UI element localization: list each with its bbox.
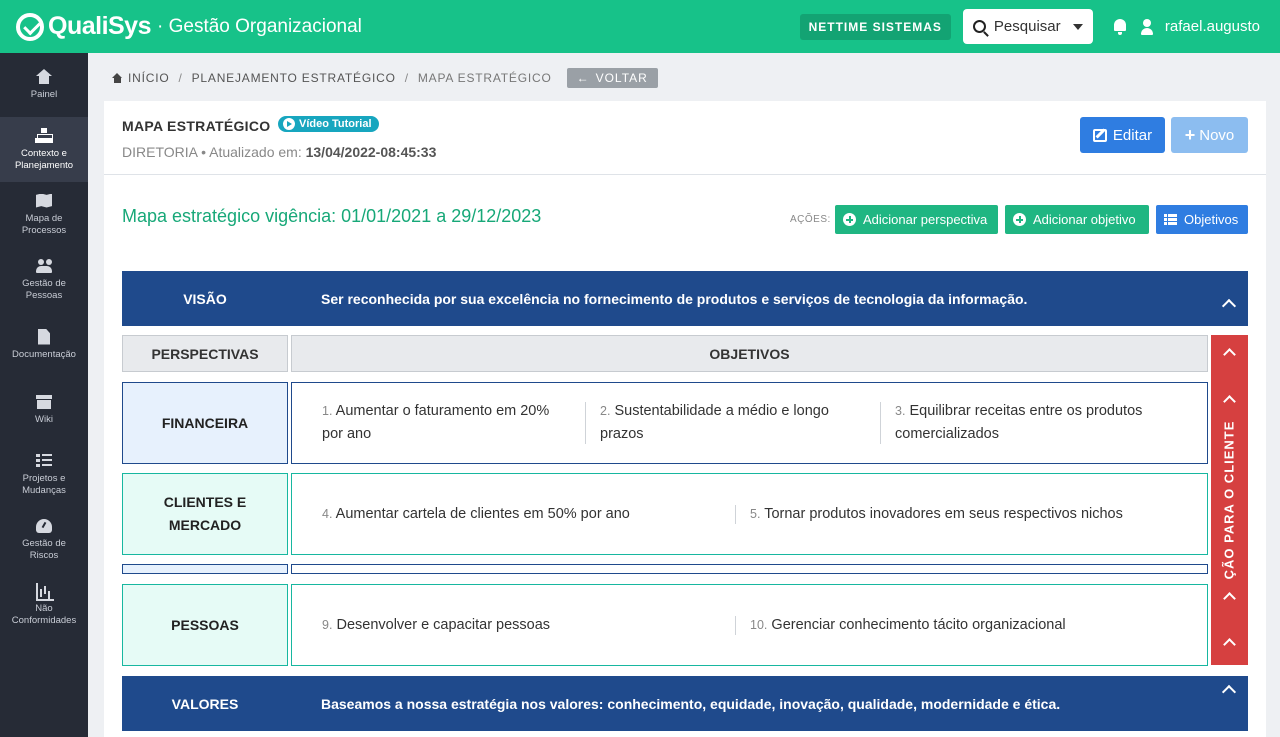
map-title: Mapa estratégico vigência: 01/01/2021 a 29/12/2023 [122,206,542,226]
edit-button[interactable] [1080,117,1165,153]
chevron-up-icon[interactable] [1223,638,1236,651]
home-icon [35,69,53,85]
breadcrumb-home[interactable]: INÍCIO [128,71,170,85]
objectives-label: Objetivos [1184,212,1239,227]
breadcrumb-planejamento[interactable]: PLANEJAMENTO ESTRATÉGICO [191,71,396,85]
sidebar-item-wiki[interactable] [0,377,88,442]
sidebar-item-nao-conformidades[interactable] [0,572,88,637]
list-icon [1164,214,1177,225]
edit-icon [1093,129,1107,142]
add-objective-button[interactable] [1005,205,1149,234]
users-icon [35,258,53,274]
objective-number: 5. [750,506,761,521]
sidebar-item-gestao-pessoas[interactable] [0,247,88,312]
qualisys-logo-icon [16,13,44,41]
objectives-row-financeira [291,382,1208,464]
breadcrumb-separator: / [404,71,409,85]
objectives-header [291,335,1208,372]
plus-circle-icon [1013,213,1026,226]
map-icon [35,193,53,209]
plus-circle-icon [843,213,856,226]
plus-icon: + [1184,125,1196,145]
values-label: VALORES [171,695,239,712]
chevron-up-icon[interactable] [1223,395,1236,408]
edit-label: Editar [1112,126,1153,144]
search-label: Pesquisar [993,18,1061,35]
breadcrumb [112,68,658,88]
new-button[interactable] [1171,117,1248,153]
objective-text: Equilibrar receitas entre os produtos comercializados [895,403,1143,442]
sidebar-item-label: Mapa de Processos [21,212,67,236]
sidebar-item-label: Gestão de Riscos [22,537,66,561]
sidebar-item-label: Painel [30,89,58,100]
vision-text: Ser reconhecida por sua excelência no fornecimento de produtos e serviços de tecnologia da informação. [321,290,1028,307]
customer-value-band [1211,335,1248,665]
objective-text: Aumentar cartela de clientes em 50% por ano [335,505,630,522]
objectives-header-label: OBJETIVOS [709,345,790,362]
values-band [122,676,1248,731]
objective-item[interactable] [735,614,1195,637]
objective-item[interactable] [292,614,735,637]
objective-item[interactable] [585,400,880,446]
objective-text: Sustentabilidade a médio e longo prazos [600,403,829,442]
perspective-pessoas[interactable] [122,584,288,666]
sidebar-item-label: Não Conformidades [11,602,77,626]
chevron-up-icon[interactable] [1223,348,1236,361]
sidebar-item-contexto-planejamento[interactable] [0,117,88,182]
perspective-label: FINANCEIRA [161,414,249,431]
vision-label: VISÃO [183,290,227,307]
sidebar-item-gestao-riscos[interactable] [0,507,88,572]
add-objective-label: Adicionar objetivo [1033,212,1136,227]
add-perspective-button[interactable] [835,205,998,234]
objective-item[interactable] [292,400,585,446]
sidebar-item-label: Wiki [35,413,53,425]
bell-icon[interactable] [1113,19,1127,35]
sitemap-icon [35,128,53,144]
objective-item[interactable] [880,400,1185,446]
perspective-label: PESSOAS [171,616,239,633]
search-dropdown[interactable] [963,9,1093,44]
sidebar [0,53,88,737]
vision-band [122,271,1248,326]
new-label: Novo [1199,126,1235,144]
brand[interactable] [16,12,362,41]
chevron-up-icon[interactable] [1222,685,1236,699]
file-icon [35,329,53,345]
sidebar-item-label: Gestão de Pessoas [22,277,66,301]
objectives-row-clientes-mercado [291,473,1208,555]
back-label: VOLTAR [595,71,648,85]
sidebar-item-label: Contexto e Planejamento [14,147,74,171]
sidebar-item-painel[interactable] [0,53,88,117]
objective-item[interactable] [292,503,735,526]
page-title: MAPA ESTRATÉGICO [122,118,271,134]
sidebar-item-label: Projetos e Mudanças [22,472,66,496]
sidebar-item-documentacao[interactable] [0,312,88,377]
chart-icon [35,583,53,599]
gauge-icon [35,518,53,534]
add-perspective-label: Adicionar perspectiva [863,212,988,227]
objective-text: Tornar produtos inovadores em seus respectivos nichos [764,505,1123,522]
play-circle-icon [283,118,295,130]
username: rafael.augusto [1164,18,1260,35]
top-bar [0,0,1280,53]
objective-number: 9. [322,617,333,632]
user-cog-icon [1141,19,1159,35]
objective-number: 10. [750,617,768,632]
objectives-row-pessoas [291,584,1208,666]
brand-subtitle: · Gestão Organizacional [157,15,362,37]
breadcrumb-current: MAPA ESTRATÉGICO [417,71,552,85]
home-icon [112,73,123,83]
objective-number: 2. [600,404,611,418]
brand-name: QualiSys [48,12,151,40]
objectives-button[interactable] [1156,205,1248,234]
objective-text: Aumentar o faturamento em 20% por ano [322,403,550,442]
sidebar-item-projetos-mudancas[interactable] [0,442,88,507]
objective-text: Desenvolver e capacitar pessoas [336,616,551,633]
updated-timestamp: 13/04/2022-08:45:33 [305,144,437,160]
sidebar-item-label: Documentação [12,348,76,360]
caret-down-icon [1073,24,1083,30]
actions-label: AÇÕES: [790,214,831,225]
perspective-clientes-mercado[interactable] [122,473,288,555]
perspectives-header-label: PERSPECTIVAS [151,345,259,362]
search-icon [973,20,986,33]
chevron-up-icon[interactable] [1223,592,1236,605]
arrow-left-icon: ← [576,71,590,85]
tutorial-label: Vídeo Tutorial [299,118,372,130]
company-button[interactable]: NETTIME SISTEMAS [800,14,951,40]
main-card [104,101,1266,737]
chevron-up-icon[interactable] [1222,299,1236,313]
objective-number: 1. [322,404,333,418]
archive-icon [35,394,53,410]
tasks-icon [35,453,53,469]
perspective-collapsed[interactable] [122,564,288,574]
customer-value-label: ÇÃO PARA O CLIENTE [1221,420,1237,580]
sidebar-item-mapa-processos[interactable] [0,182,88,247]
objective-number: 3. [895,404,906,418]
user-menu[interactable] [1141,18,1260,35]
objective-item[interactable] [735,503,1195,526]
objectives-row-collapsed [291,564,1208,574]
video-tutorial-badge[interactable] [278,116,379,132]
breadcrumb-separator: / [178,71,183,85]
card-header [104,101,1266,175]
objective-number: 4. [322,506,333,521]
perspective-financeira[interactable] [122,382,288,464]
back-button[interactable] [567,68,658,88]
objective-text: Gerenciar conhecimento tácito organizacional [771,616,1066,633]
page-subtitle [122,144,436,160]
values-text: Baseamos a nossa estratégia nos valores: conhecimento, equidade, inovação, qualidade, modernidade e ética. [321,695,1061,712]
perspectives-header [122,335,288,372]
perspective-label: CLIENTES E MERCADO [163,494,247,533]
subtitle-prefix: DIRETORIA • Atualizado em: [122,144,302,160]
